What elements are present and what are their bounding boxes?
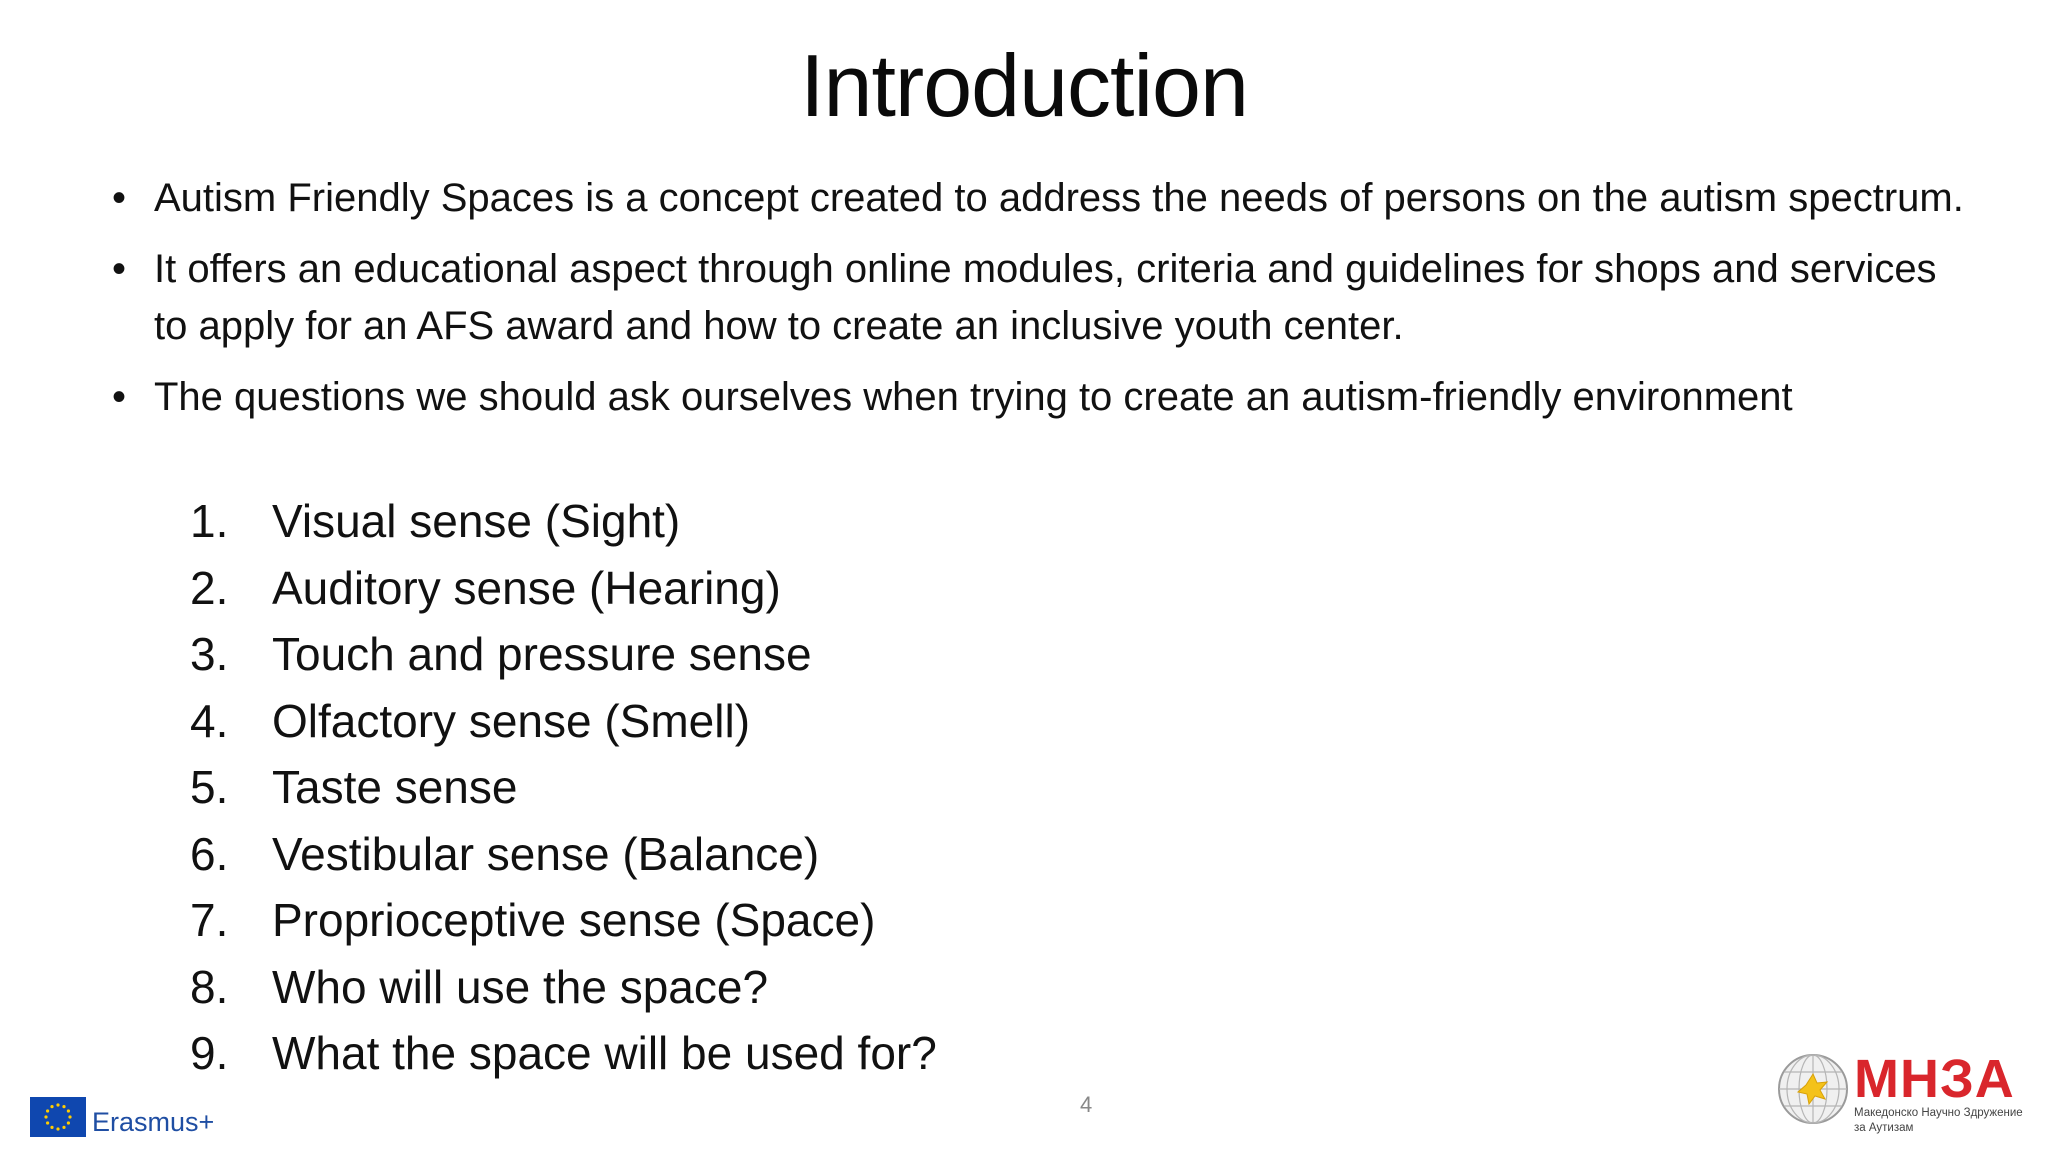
- bullet-text: The questions we should ask ourselves when trying to create an autism-friendly environment: [154, 375, 1793, 419]
- numbered-item: [190, 688, 937, 755]
- numbered-item: [190, 621, 937, 688]
- organization-abbreviation: МНЗА: [1854, 1049, 2015, 1109]
- globe-icon: [1776, 1052, 1850, 1126]
- item-text: Proprioceptive sense (Space): [272, 894, 876, 946]
- item-number: 8.: [190, 960, 229, 1013]
- item-number: 5.: [190, 761, 229, 813]
- item-number: 1.: [190, 495, 229, 547]
- item-text: What the space will be used for?: [272, 1027, 937, 1079]
- bullet-item: [110, 170, 1970, 227]
- organization-name-line2: за Аутизам: [1854, 1122, 1914, 1134]
- item-number: 3.: [190, 628, 229, 680]
- item-number: 2.: [190, 561, 229, 614]
- item-number: 9.: [190, 1027, 229, 1079]
- bullet-item: [110, 241, 1970, 355]
- numbered-item: [190, 954, 937, 1021]
- bullet-text: It offers an educational aspect through online modules, criteria and guidelines for shops and services to apply for an AFS award and how to create an inclusive youth center.: [154, 247, 1937, 348]
- eu-flag-icon: [30, 1097, 86, 1137]
- item-number: 7.: [190, 894, 229, 946]
- erasmus-logo: [30, 1095, 214, 1138]
- organization-name-line1: Македонско Научно Здружение: [1854, 1107, 2023, 1119]
- item-number: 6.: [190, 827, 229, 880]
- item-text: Taste sense: [272, 761, 518, 813]
- item-text: Olfactory sense (Smell): [272, 694, 751, 747]
- bullet-dot-icon: •: [112, 176, 127, 220]
- slide-title: Introduction: [800, 36, 1248, 135]
- erasmus-label: Erasmus+: [92, 1107, 215, 1137]
- numbered-item: [190, 754, 937, 821]
- organization-text: [1854, 1049, 2023, 1136]
- bullet-dot-icon: •: [112, 375, 127, 419]
- organization-logo: [1776, 1049, 2023, 1136]
- numbered-item: [190, 1020, 937, 1087]
- page-number: 4: [1080, 1092, 1093, 1117]
- bullet-list: [110, 170, 1970, 440]
- numbered-item: [190, 887, 937, 954]
- item-text: Auditory sense (Hearing): [272, 561, 781, 614]
- bullet-item: [110, 369, 1970, 426]
- item-text: Who will use the space?: [272, 960, 769, 1013]
- item-text: Touch and pressure sense: [272, 628, 812, 680]
- item-number: 4.: [190, 694, 229, 747]
- item-text: Visual sense (Sight): [272, 495, 681, 547]
- numbered-item: [190, 555, 937, 622]
- numbered-item: [190, 488, 937, 555]
- bullet-text: Autism Friendly Spaces is a concept created to address the needs of persons on the autism spectrum.: [154, 176, 1964, 220]
- numbered-list: [190, 488, 937, 1087]
- bullet-dot-icon: •: [112, 247, 127, 291]
- item-text: Vestibular sense (Balance): [272, 827, 820, 880]
- numbered-item: [190, 821, 937, 888]
